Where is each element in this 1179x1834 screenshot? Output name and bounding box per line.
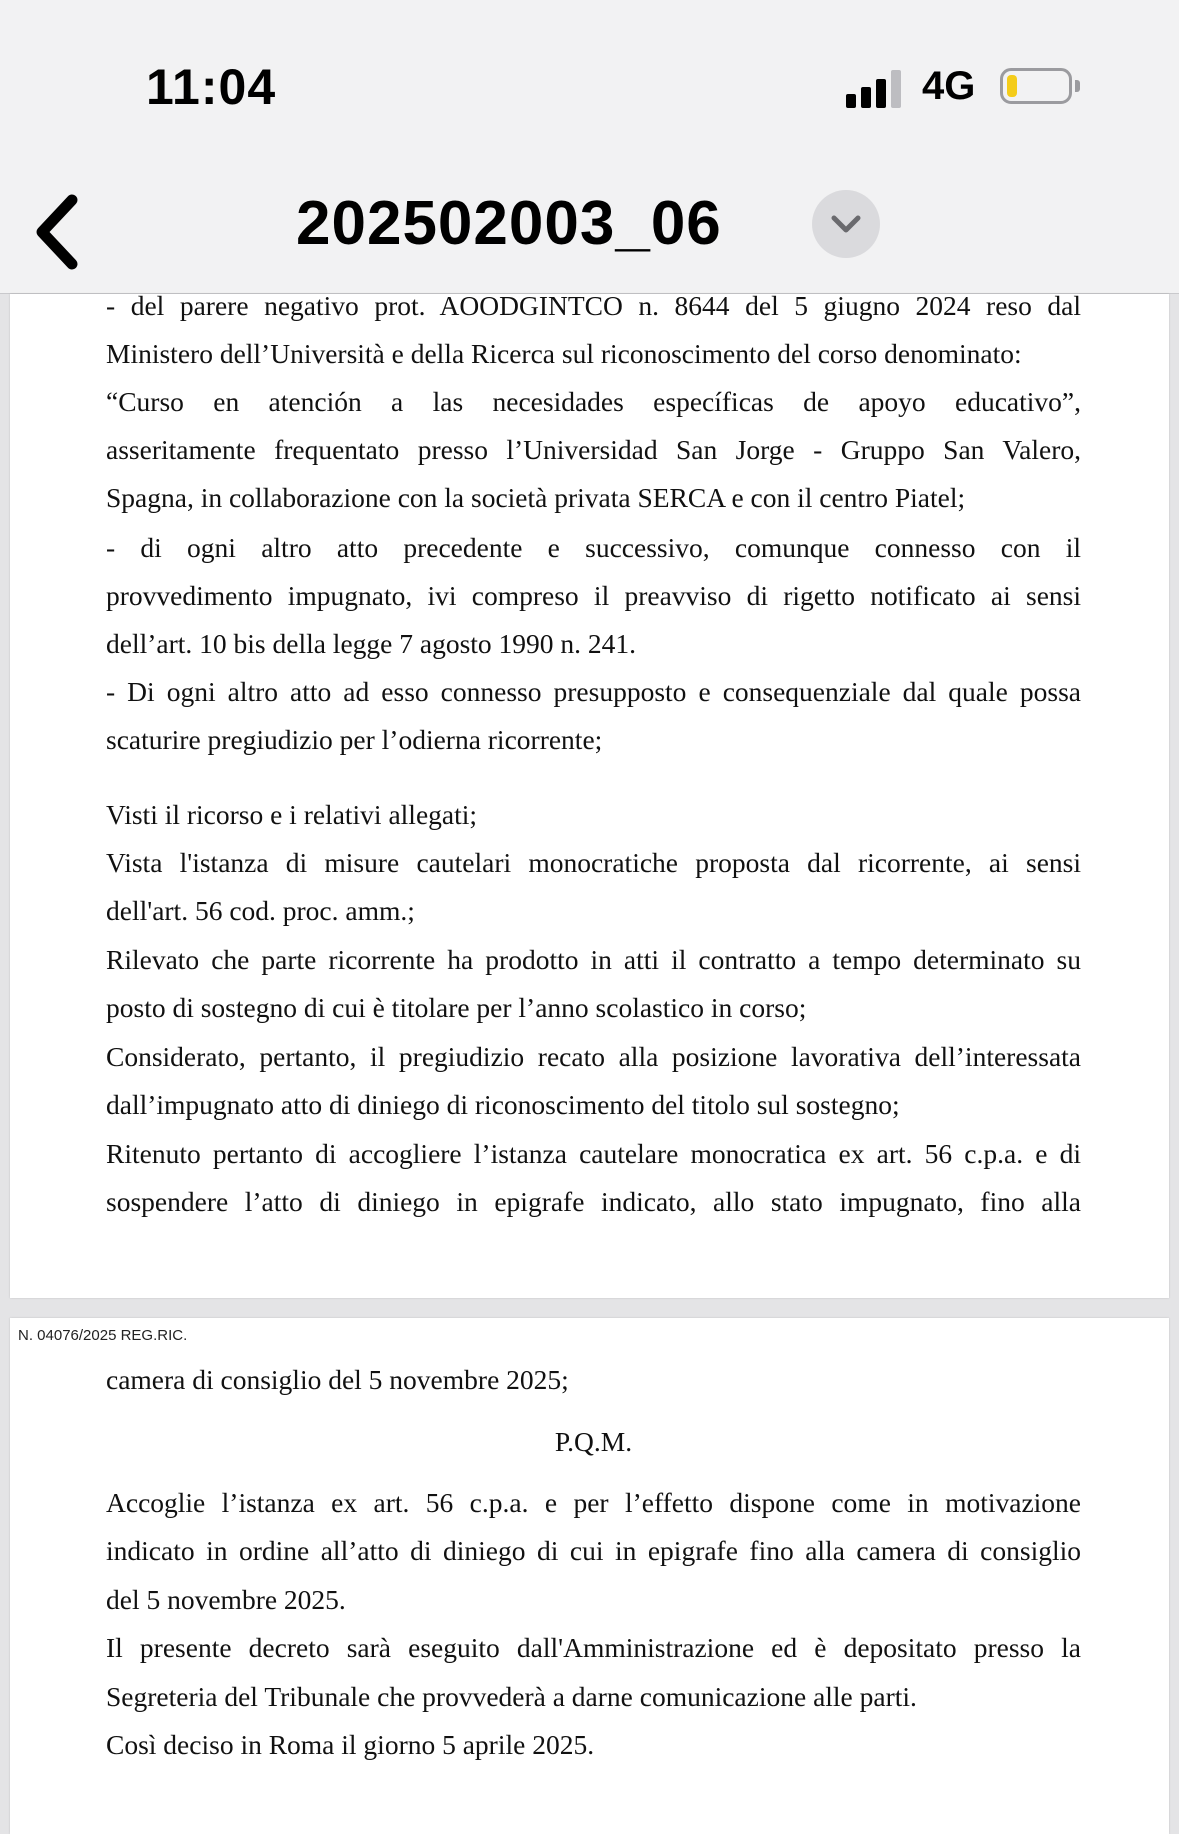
document-title[interactable]: 202502003_06 [296,189,722,258]
text-line: indicato in ordine all’atto di diniego di cui in epigrafe fino alla camera di consiglio [106,1535,1081,1566]
text-line: - di ogni altro atto precedente e successivo, comunque connesso con il [106,532,1081,563]
cellular-signal-icon [846,68,906,108]
document-page-1 [10,290,1169,1298]
text-line: Accoglie l’istanza ex art. 56 c.p.a. e per l’effetto dispone come in motivazione [106,1487,1081,1518]
text-line: Visti il ricorso e i relativi allegati; [106,799,478,830]
text-line: del 5 novembre 2025. [106,1584,346,1615]
text-line: camera di consiglio del 5 novembre 2025; [106,1364,569,1395]
text-line: dell’art. 10 bis della legge 7 agosto 1990 n. 241. [106,628,637,659]
navigation-bar [0,170,1179,294]
text-line: dell'art. 56 cod. proc. amm.; [106,895,415,926]
title-menu-button[interactable] [812,190,880,258]
text-line: sospendere l’atto di diniego in epigrafe indicato, allo stato impugnato, fino alla [106,1186,1081,1217]
text-line: Considerato, pertanto, il pregiudizio recato alla posizione lavorativa dell’interessata [106,1041,1081,1072]
network-type: 4G [922,64,976,108]
text-line: Ritenuto pertanto di accogliere l’istanza cautelare monocratica ex art. 56 c.p.a. e di [106,1138,1081,1169]
text-line: posto di sostegno di cui è titolare per l’anno scolastico in corso; [106,992,807,1023]
page-header: N. 04076/2025 REG.RIC. [18,1327,188,1344]
text-line: dall’impugnato atto di diniego di riconoscimento del titolo sul sostegno; [106,1089,900,1120]
text-line: Rilevato che parte ricorrente ha prodotto in atti il contratto a tempo determinato su [106,944,1081,975]
text-line: scaturire pregiudizio per l’odierna ricorrente; [106,724,603,755]
status-time: 11:04 [146,59,277,115]
battery-cap [1075,80,1080,92]
text-line: Ministero dell’Università e della Ricerca sul riconoscimento del corso denominato: [106,338,1022,369]
text-line: Spagna, in collaborazione con la società privata SERCA e con il centro Piatel; [106,482,966,513]
chevron-left-icon [32,192,82,272]
text-line: - del parere negativo prot. AOODGINTCO n. 8644 del 5 giugno 2024 reso dal [106,290,1081,321]
status-bar [0,0,1179,170]
document-page-2 [10,1318,1169,1834]
chevron-down-icon [830,214,862,234]
battery-icon [1000,68,1072,104]
text-line: provvedimento impugnato, ivi compreso il preavviso di rigetto notificato ai sensi [106,580,1081,611]
text-line: asseritamente frequentato presso l’Universidad San Jorge - Gruppo San Valero, [106,434,1081,465]
text-line: Segreteria del Tribunale che provvederà a darne comunicazione alle parti. [106,1681,917,1712]
text-line: Il presente decreto sarà eseguito dall'Amministrazione ed è depositato presso la [106,1632,1081,1663]
text-line: “Curso en atención a las necesidades específicas de apoyo educativo”, [106,386,1081,417]
back-button[interactable] [22,182,92,282]
section-heading: P.Q.M. [554,1426,633,1457]
text-line: Vista l'istanza di misure cautelari monocratiche proposta dal ricorrente, ai sensi [106,847,1081,878]
text-line: - Di ogni altro atto ad esso connesso presupposto e consequenziale dal quale possa [106,676,1081,707]
text-line: Così deciso in Roma il giorno 5 aprile 2025. [106,1729,595,1760]
